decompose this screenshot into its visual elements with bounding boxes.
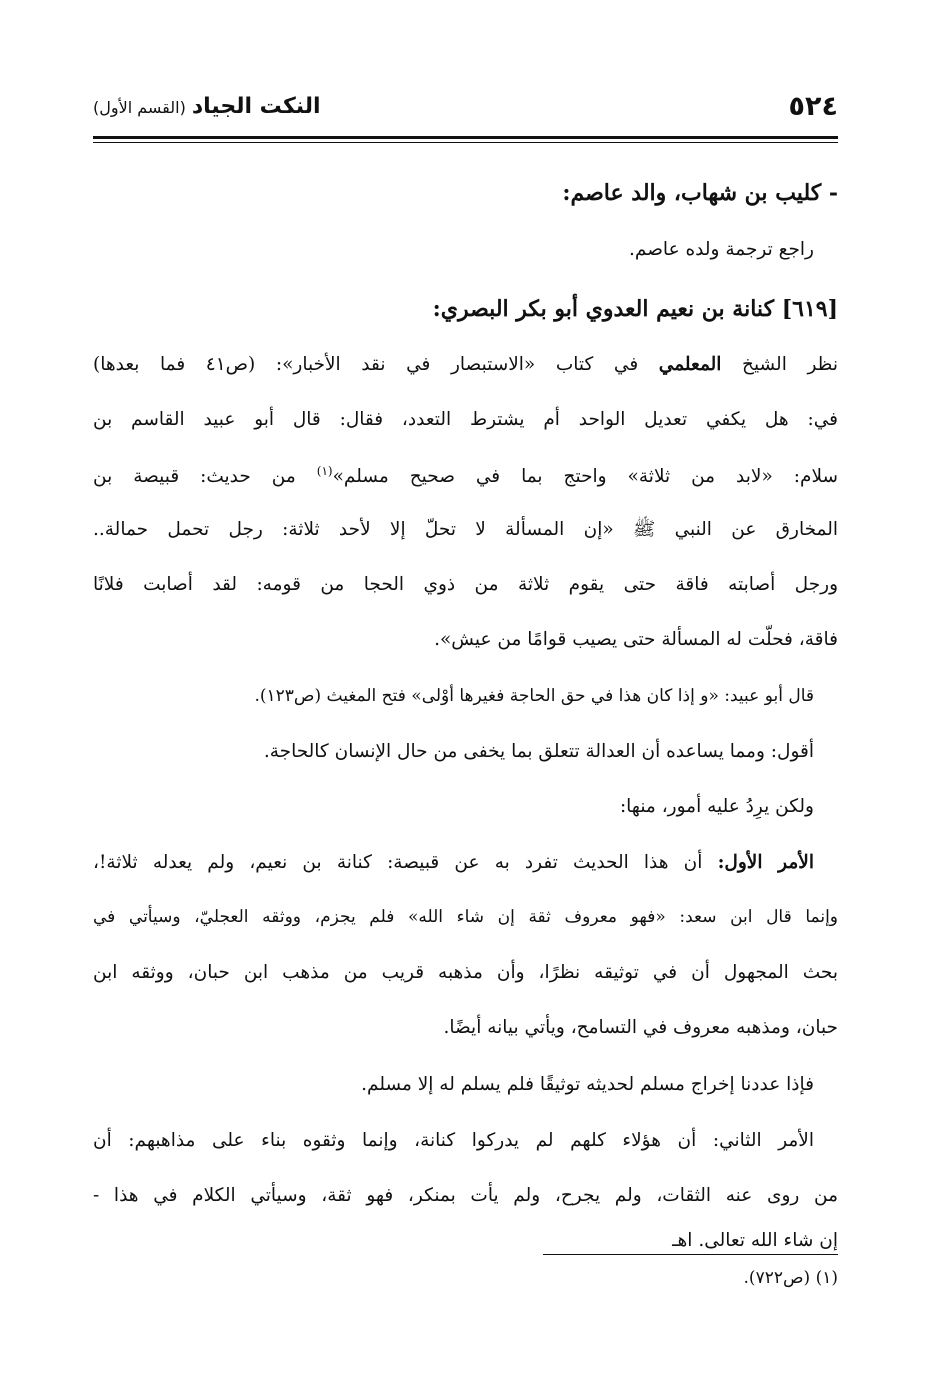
p5-line1-b: أن هذا الحديث تفرد به عن قبيصة: كنانة بن نعيم، ولم يعدله ثلاثة!،	[93, 852, 703, 873]
page-header	[93, 84, 838, 128]
p1-text-a: نظر الشيخ	[742, 354, 838, 375]
page-number: ٥٢٤	[788, 90, 838, 122]
paragraph-1-line-6: فاقة، فحلّت له المسألة حتى يصيب قوامًا من عيش».	[434, 629, 838, 650]
header-rule-thin	[93, 142, 838, 143]
book-page	[93, 84, 838, 1344]
paragraph-1-line-4: المخارق عن النبي ﷺ «إن المسألة لا تحلّ إلا لأحد ثلاثة: رجل تحمل حمالة..	[93, 519, 838, 540]
running-title	[93, 94, 321, 119]
p1-text-c: في كتاب «الاستبصار في نقد الأخبار»: (ص٤١ فما بعدها)	[93, 354, 639, 375]
p1-line3-a: سلام: «لابد من ثلاثة» واحتج بما في صحيح مسلم»	[332, 466, 838, 488]
main-heading: [٦١٩] كنانة بن نعيم العدوي أبو بكر البصري:	[432, 296, 838, 322]
paragraph-3: أقول: ومما يساعده أن العدالة تتعلق بما يخفى من حال الإنسان كالحاجة.	[263, 741, 814, 762]
paragraph-7-line-1: الأمر الثاني: أن هؤلاء كلهم لم يدركوا كنانة، وإنما وثقوه بناء على مذاهبهم: أن	[93, 1130, 814, 1151]
paragraph-1-line-1	[93, 354, 838, 375]
paragraph-5-line-2: وإنما قال ابن سعد: «فهو معروف ثقة إن شاء الله» فلم يجزم، ووثقه العجليّ، وسيأتي في	[93, 907, 838, 927]
book-title: النكت الجياد	[191, 93, 321, 119]
header-rule-thick	[93, 136, 838, 139]
footnote-marker: (١)	[316, 464, 333, 478]
first-matter-label: الأمر الأول:	[717, 852, 814, 873]
footnote-rule	[543, 1254, 838, 1255]
paragraph-7-line-2: من روى عنه الثقات، ولم يجرح، ولم يأت بمنكر، فهو ثقة، وسيأتي الكلام في هذا -	[93, 1185, 838, 1206]
paragraph-6: فإذا عددنا إخراج مسلم لحديثه توثيقًا فلم يسلم له إلا مسلم.	[361, 1074, 814, 1095]
paragraph-7-line-3: إن شاء الله تعالى. اهـ	[672, 1230, 838, 1251]
paragraph-1-line-2: في: هل يكفي تعديل الواحد أم يشترط التعدد، فقال: قال أبو عبيد القاسم بن	[93, 409, 838, 430]
paragraph-1-line-5: ورجل أصابته فاقة حتى يقوم ثلاثة من ذوي الحجا من قومه: لقد أصابت فلانًا	[93, 574, 838, 595]
paragraph-5-line-3: بحث المجهول أن في توثيقه نظرًا، وأن مذهبه قريب من مذهب ابن حبان، ووثقه ابن	[93, 962, 838, 983]
book-part: (القسم الأول)	[93, 97, 186, 117]
p1-line3-b: من حديث: قبيصة بن	[93, 466, 296, 488]
paragraph-2: قال أبو عبيد: «و إذا كان هذا في حق الحاجة فغيرها أوْلى» فتح المغيث (ص١٢٣).	[254, 686, 814, 706]
entry-line: راجع ترجمة ولده عاصم.	[629, 239, 814, 260]
entry-heading: - كليب بن شهاب، والد عاصم:	[562, 180, 838, 206]
author-name: المعلمي	[658, 354, 722, 375]
footnote: (١) (ص٧٢٢).	[743, 1268, 838, 1288]
paragraph-5-line-4: حبان، ومذهبه معروف في التسامح، ويأتي بيانه أيضًا.	[443, 1017, 838, 1038]
paragraph-4: ولكن يرِدُ عليه أمور، منها:	[619, 796, 814, 817]
paragraph-1-line-3	[93, 464, 838, 487]
paragraph-5-line-1	[93, 852, 814, 873]
